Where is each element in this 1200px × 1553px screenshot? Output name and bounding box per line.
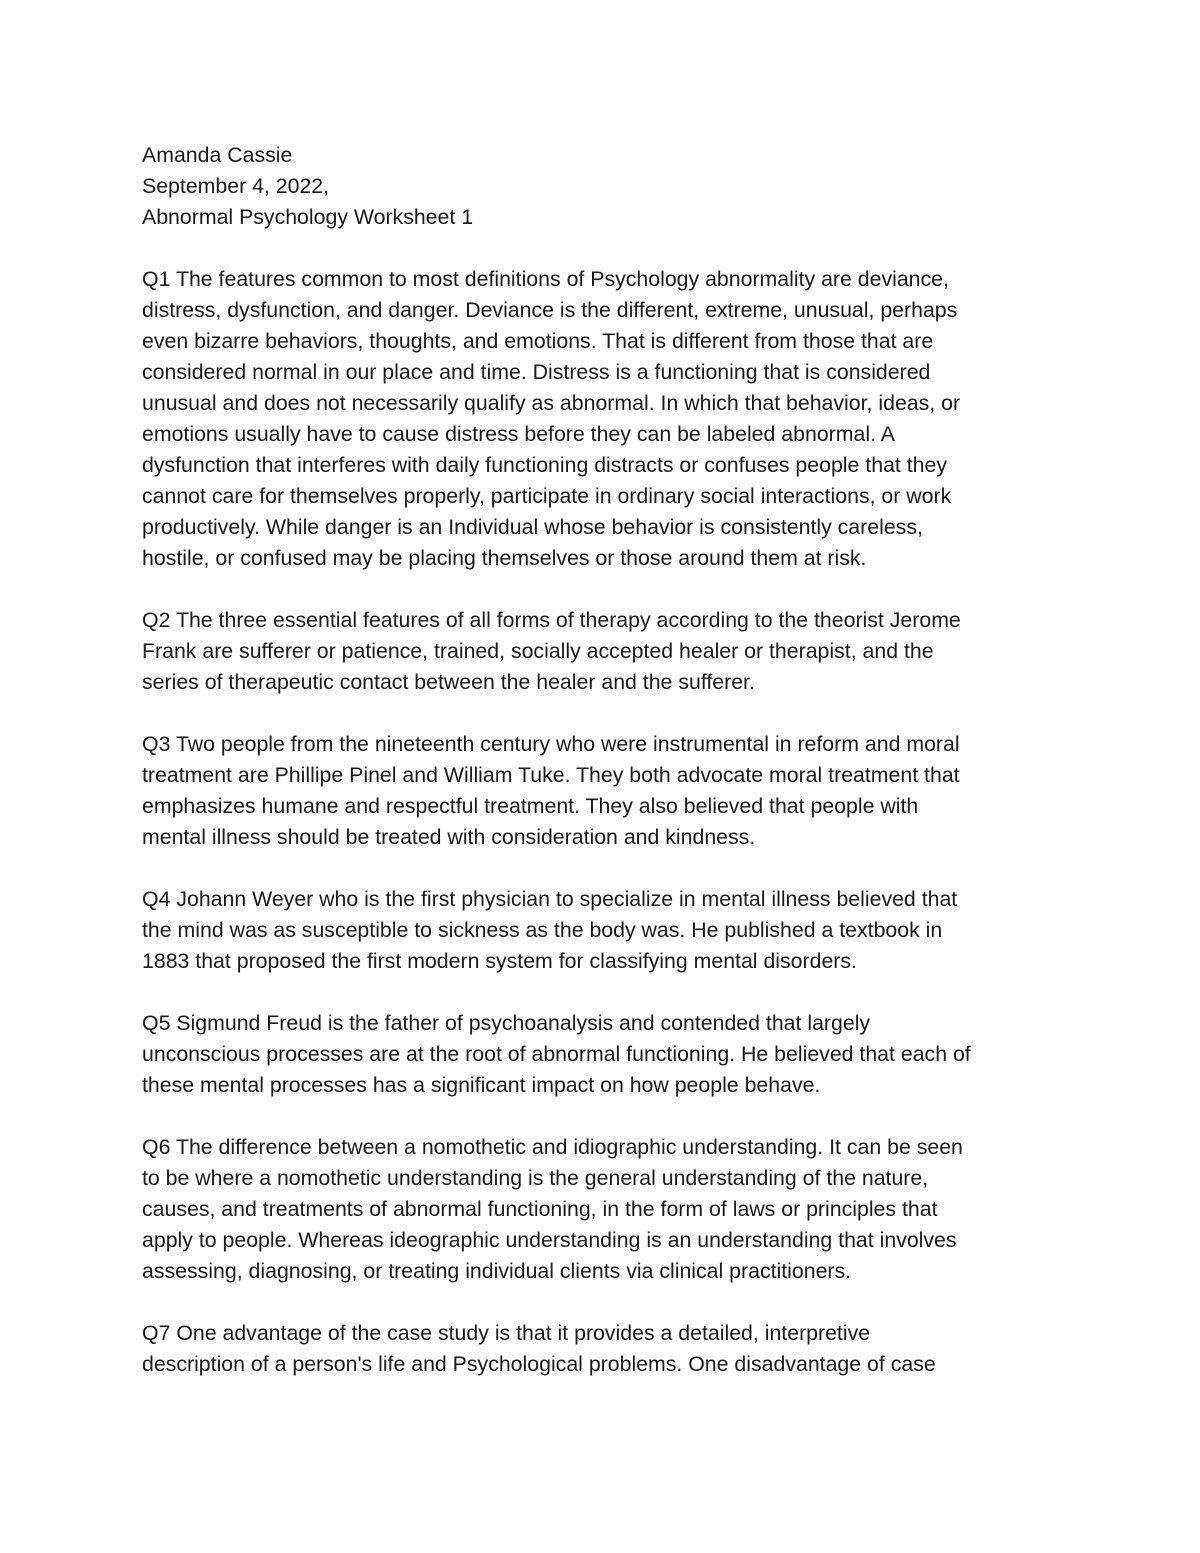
document-title: Abnormal Psychology Worksheet 1 <box>142 205 474 229</box>
answer-q4: Q4 Johann Weyer who is the first physician to specialize in mental illness believed that the mind was as susceptible to sickness as the body was. He published a textbook in 1883 that proposed the first modern system for classifying mental disorders. <box>142 887 958 973</box>
answer-q7: Q7 One advantage of the case study is that it provides a detailed, interpretive description of a person's life and Psychological problems. One disadvantage of case <box>142 1321 936 1376</box>
answer-q5: Q5 Sigmund Freud is the father of psychoanalysis and contended that largely unconscious processes are at the root of abnormal functioning. He believed that each of these mental processes has a significant impact on how people behave. <box>142 1011 971 1097</box>
answer-q3: Q3 Two people from the nineteenth century who were instrumental in reform and moral treatment are Phillipe Pinel and William Tuke. They both advocate moral treatment that emphasizes humane and respectful treatment. They also believed that people with mental illness should be treated with consideration and kindness. <box>142 732 960 849</box>
document-date: September 4, 2022, <box>142 174 330 198</box>
answer-q6: Q6 The difference between a nomothetic and idiographic understanding. It can be seen to be where a nomothetic understanding is the general understanding of the nature, causes, and treatments of abnormal functioning, in the form of laws or principles that apply to people. Whereas ideographic understanding is an understanding that involves assessing, diagnosing, or treating individual clients via clinical practitioners. <box>142 1135 963 1283</box>
author-name: Amanda Cassie <box>142 143 293 167</box>
answer-q1: Q1 The features common to most definitions of Psychology abnormality are deviance, distress, dysfunction, and danger. Deviance is the different, extreme, unusual, perhaps even bizarre behaviors, thoughts, and emotions. That is different from those that are considered normal in our place and time. Distress is a functioning that is considered unusual and does not necessarily qualify as abnormal. In which that behavior, ideas, or emotions usually have to cause distress before they can be labeled abnormal. A dysfunction that interferes with daily functioning distracts or confuses people that they cannot care for themselves properly, participate in ordinary social interactions, or work productively. While danger is an Individual whose behavior is consistently careless, hostile, or confused may be placing themselves or those around them at risk. <box>142 267 961 570</box>
document-body <box>142 140 1072 1380</box>
document-header <box>142 140 1072 233</box>
answer-q2: Q2 The three essential features of all forms of therapy according to the theorist Jerome Frank are sufferer or patience, trained, socially accepted healer or therapist, and the series of therapeutic contact between the healer and the sufferer. <box>142 608 961 694</box>
